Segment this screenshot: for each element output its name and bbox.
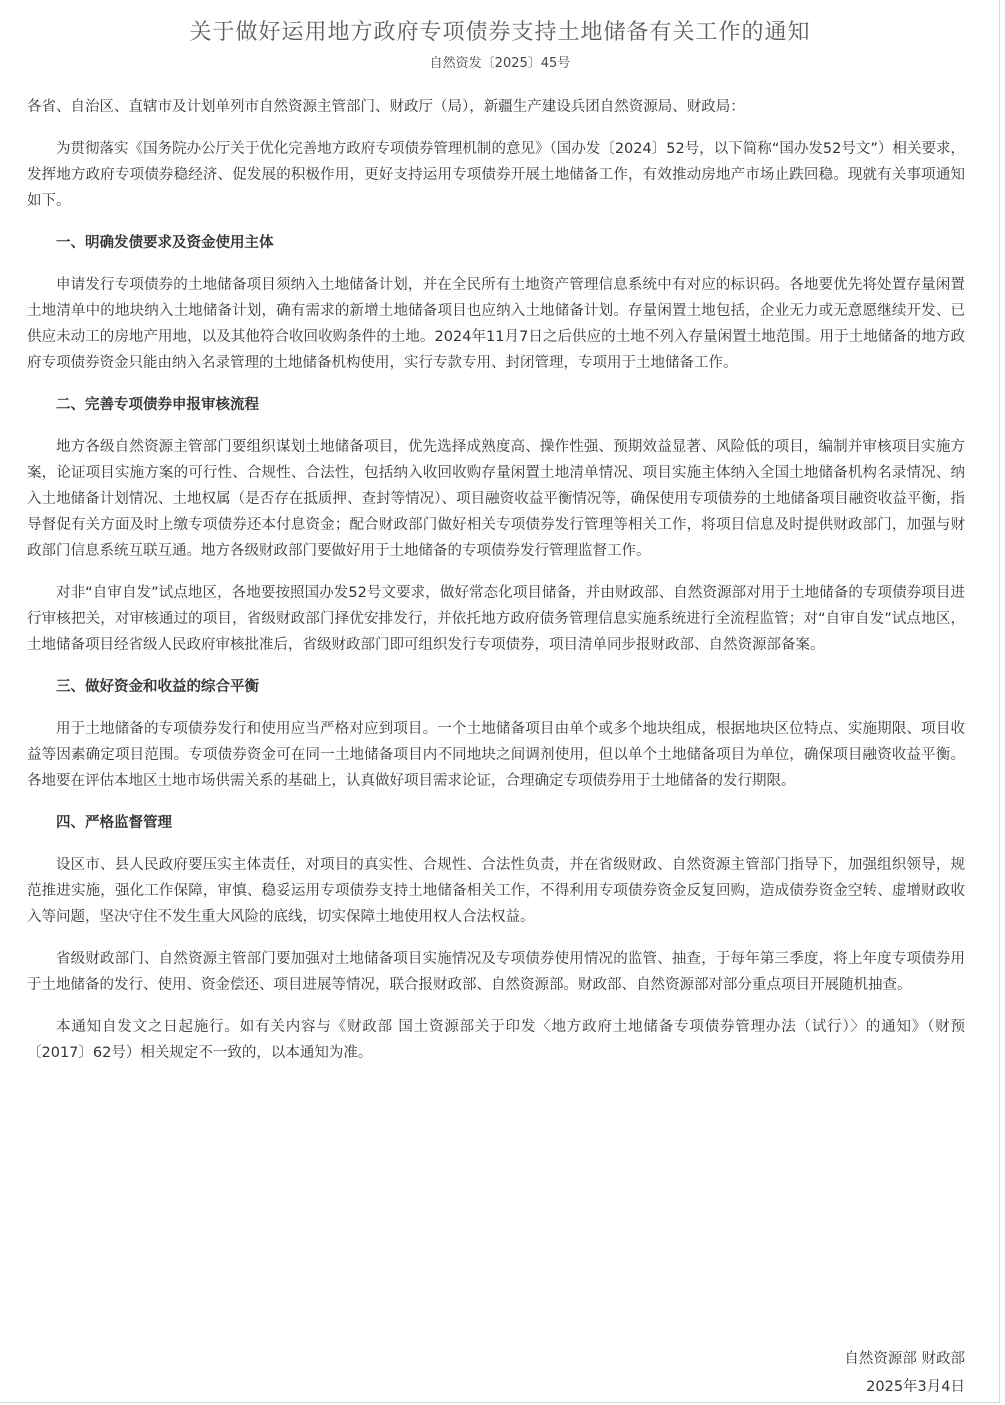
section-3-paragraph: 用于土地储备的专项债券发行和使用应当严格对应到项目。一个土地储备项目由单个或多个地块组成，根据地块区位特点、实施期限、项目收益等因素确定项目范围。专项债券资金可在同一土地储备项目内不同地块之间调剂使用，但以单个土地储备项目为单位，确保项目融资收益平衡。各地要在评估本地区土地市场供需关系的基础上，认真做好项目需求论证，合理确定专项债券用于土地储备的发行期限。 — [27, 721, 965, 789]
section-heading-3: 三、做好资金和收益的综合平衡 — [56, 679, 259, 695]
document-body — [27, 94, 965, 1082]
section-2-paragraph-1: 地方各级自然资源主管部门要组织谋划土地储备项目，优先选择成熟度高、操作性强、预期效益显著、风险低的项目，编制并审核项目实施方案，论证项目实施方案的可行性、合规性、合法性，包括纳入收回收购存量闲置土地清单情况、项目实施主体纳入全国土地储备机构名录情况、纳入土地储备计划情况、土地权属（是否存在抵质押、查封等情况）、项目融资收益平衡情况等，确保使用专项债券的土地储备项目融资收益平衡，指导督促有关方面及时上缴专项债券还本付息资金；配合财政部门做好相关专项债券发行管理等相关工作，将项目信息及时提供财政部门，加强与财政部门信息系统互联互通。地方各级财政部门要做好用于土地储备的专项债券发行管理监督工作。 — [27, 439, 965, 559]
salutation: 各省、自治区、直辖市及计划单列市自然资源主管部门、财政厅（局），新疆生产建设兵团自然资源局、财政局： — [27, 99, 745, 115]
section-heading-4: 四、严格监督管理 — [56, 815, 172, 831]
document-number: 自然资发〔2025〕45号 — [429, 56, 571, 71]
section-4-paragraph-2: 省级财政部门、自然资源主管部门要加强对土地储备项目实施情况及专项债券使用情况的监管、抽查，于每年第三季度，将上年度专项债券用于土地储备的发行、使用、资金偿还、项目进展等情况，联合报财政部、自然资源部。财政部、自然资源部对部分重点项目开展随机抽查。 — [27, 951, 965, 993]
signature-block — [844, 1345, 965, 1401]
intro-paragraph: 为贯彻落实《国务院办公厅关于优化完善地方政府专项债券管理机制的意见》（国办发〔2024〕52号，以下简称“国办发52号文”）相关要求，发挥地方政府专项债券稳经济、促发展的积极作用，更好支持运用专项债券开展土地储备工作，有效推动房地产市场止跌回稳。现就有关事项通知如下。 — [27, 141, 965, 209]
section-heading-1: 一、明确发债要求及资金使用主体 — [56, 235, 274, 251]
section-4-paragraph-1: 设区市、县人民政府要压实主体责任，对项目的真实性、合规性、合法性负责，并在省级财政、自然资源主管部门指导下，加强组织领导，规范推进实施，强化工作保障，审慎、稳妥运用专项债券支持土地储备相关工作，不得利用专项债券资金反复回购，造成债券资金空转、虚增财政收入等问题，坚决守住不发生重大风险的底线，切实保障土地使用权人合法权益。 — [27, 857, 965, 925]
page-title: 关于做好运用地方政府专项债券支持土地储备有关工作的通知 — [189, 20, 811, 45]
closing-paragraph: 本通知自发文之日起施行。如有关内容与《财政部 国土资源部关于印发〈地方政府土地储备专项债券管理办法（试行）〉的通知》（财预〔2017〕62号）相关规定不一致的，以本通知为准。 — [27, 1019, 965, 1061]
issue-date: 2025年3月4日 — [866, 1379, 965, 1395]
section-1-paragraph: 申请发行专项债券的土地储备项目须纳入土地储备计划，并在全民所有土地资产管理信息系统中有对应的标识码。各地要优先将处置存量闲置土地清单中的地块纳入土地储备计划，确有需求的新增土地储备项目也应纳入土地储备计划。存量闲置土地包括，企业无力或无意愿继续开发、已供应未动工的房地产用地，以及其他符合收回收购条件的土地。2024年11月7日之后供应的土地不列入存量闲置土地范围。用于土地储备的地方政府专项债券资金只能由纳入名录管理的土地储备机构使用，实行专款专用、封闭管理，专项用于土地储备工作。 — [27, 277, 965, 371]
signatories: 自然资源部 财政部 — [844, 1351, 965, 1367]
section-2-paragraph-2: 对非“自审自发”试点地区，各地要按照国办发52号文要求，做好常态化项目储备，并由财政部、自然资源部对用于土地储备的专项债券项目进行审核把关，对审核通过的项目，省级财政部门择优安排发行，并依托地方政府债务管理信息实施系统进行全流程监管；对“自审自发”试点地区，土地储备项目经省级人民政府审核批准后，省级财政部门即可组织发行专项债券，项目清单同步报财政部、自然资源部备案。 — [27, 585, 965, 653]
section-heading-2: 二、完善专项债券申报审核流程 — [56, 397, 259, 413]
